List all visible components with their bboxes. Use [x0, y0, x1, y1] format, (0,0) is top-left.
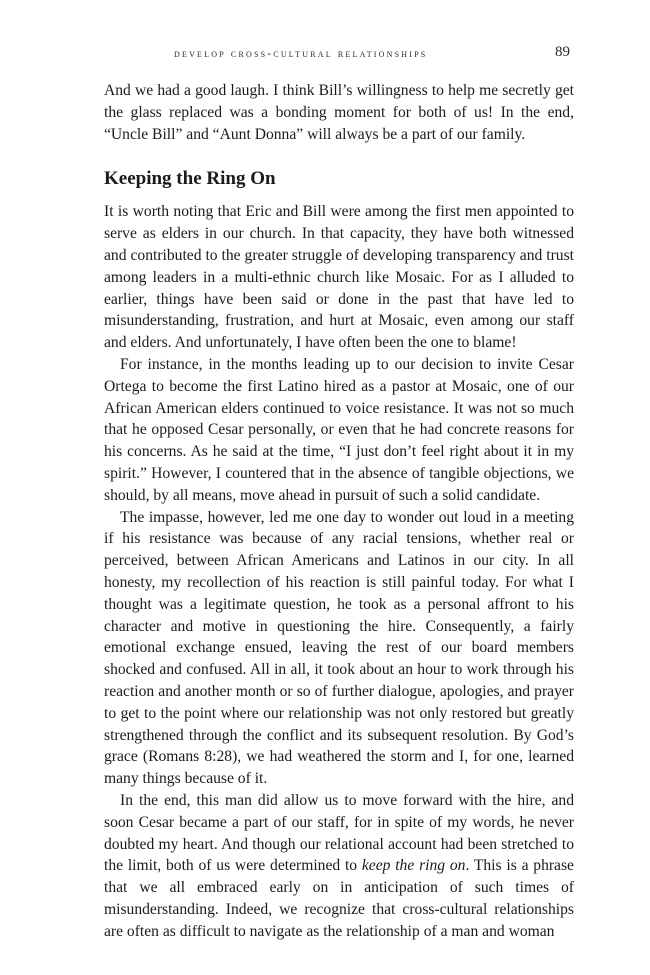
paragraph-4-emphasis: keep the ring on [361, 857, 466, 875]
page-number: 89 [555, 44, 570, 60]
running-title: develop cross-cultural relationships [174, 48, 428, 60]
body-paragraph-4 [104, 790, 574, 943]
section-heading: Keeping the Ring On [104, 168, 276, 190]
running-head [104, 40, 574, 70]
paragraph-4-text-start: In the end, this man did allow us to move forward with the hire, and soon Cesar became a part of our staff, for in spite of my words, he never doubted my heart. And though our relational account had been stretched to the limit, both of us were determined to [104, 791, 574, 875]
body-paragraph-1: It is worth noting that Eric and Bill were among the first men appointed to serve as elders in our church. In that capacity, they have both witnessed and contributed to the greater struggle of developing transparency and trust among leaders in a multi-ethnic church like Mosaic. For as I alluded to earlier, things have been said or done in the past that have led to misunderstanding, frustration, and hurt at Mosaic, even among our staff and elders. And unfortunately, I have often been the one to blame! [104, 203, 574, 352]
body-paragraph-2: For instance, in the months leading up to our decision to invite Cesar Ortega to become the first Latino hired as a pastor at Mosaic, one of our African American elders continued to voice resistance. It was not so much that he opposed Cesar personally, or even that he had concrete reasons for his concerns. As he said at the time, “I just don’t feel right about it in my spirit.” However, I countered that in the absence of tangible objections, we should, by all means, move ahead in pursuit of such a solid candidate. [104, 355, 574, 504]
paragraph-4-text-end: . This is a phrase that we all embraced early on in anticipation of such times of misunderstanding. Indeed, we recognize that cross-cultural relationships are often as difficult to navigate as the relationship of a man and woman [104, 857, 574, 940]
book-page [104, 40, 574, 942]
body-paragraph-3: The impasse, however, led me one day to wonder out loud in a meeting if his resistance was because of any racial tensions, whether real or perceived, between African Americans and Latinos in our city. In all honesty, my recollection of his reaction is still painful today. For what I thought was a legitimate question, he took as a personal affront to his character and motive in questioning the hire. Consequently, a fairly emotional exchange ensued, leaving the rest of our board members shocked and confused. All in all, it took about an hour to work through his reaction and another month or so of further dialogue, apologies, and prayer to get to the point where our relationship was not only restored but greatly strengthened through the conflict and its subsequent resolution. By God’s grace (Romans 8:28), we had weathered the storm and I, for one, learned many things because of it. [104, 508, 574, 788]
intro-paragraph: And we had a good laugh. I think Bill’s willingness to help me secretly get the glass replaced was a bonding moment for both of us! In the end, “Uncle Bill” and “Aunt Donna” will always be a part of our family. [104, 82, 574, 143]
